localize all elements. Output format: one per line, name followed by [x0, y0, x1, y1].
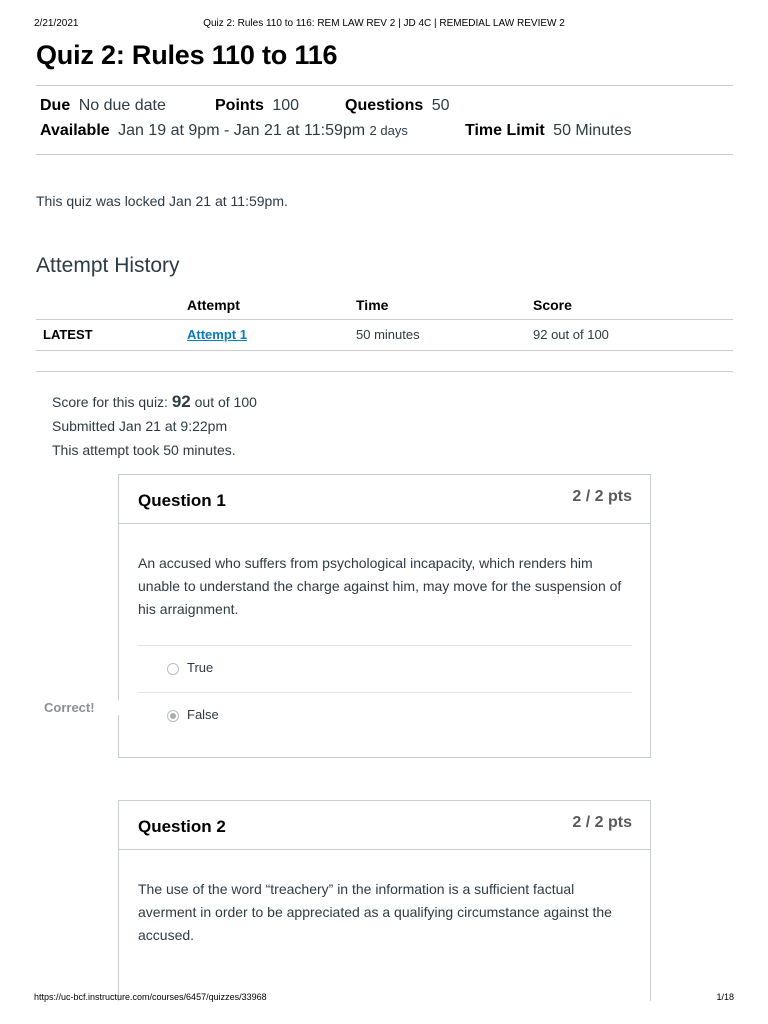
quiz-meta-due	[40, 97, 166, 115]
question-points: 2 / 2 pts	[572, 814, 632, 831]
divider	[36, 154, 733, 155]
available-duration: 2 days	[369, 123, 408, 138]
question-title: Question 1	[138, 491, 226, 510]
question-points: 2 / 2 pts	[572, 488, 632, 505]
print-date: 2/21/2021	[34, 18, 79, 29]
locked-message: This quiz was locked Jan 21 at 11:59pm.	[36, 193, 288, 209]
answer-list	[138, 645, 632, 739]
submitted-time: Submitted Jan 21 at 9:22pm	[52, 418, 228, 434]
points-value: 100	[272, 97, 300, 114]
answer-option-false[interactable]	[138, 692, 632, 739]
quiz-meta-available	[40, 122, 408, 140]
print-url: https://uc-bcf.instructure.com/courses/6457/quizzes/33968	[34, 992, 267, 1002]
questions-label: Questions	[345, 97, 424, 114]
print-page-number: 1/18	[716, 992, 734, 1002]
question-card-2	[118, 800, 651, 1001]
table-divider	[36, 350, 733, 351]
radio-button-selected[interactable]	[167, 710, 179, 722]
available-value: Jan 19 at 9pm - Jan 21 at 11:59pm	[118, 122, 366, 139]
time-limit-value: 50 Minutes	[553, 122, 632, 139]
question-header	[119, 475, 650, 524]
column-header-attempt: Attempt	[187, 297, 240, 313]
points-label: Points	[215, 97, 264, 114]
attempt-link[interactable]: Attempt 1	[187, 327, 247, 342]
due-label: Due	[40, 97, 71, 114]
question-text: An accused who suffers from psychological incapacity, which renders him unable to understand the charge against him, may move for the suspension of his arraignment.	[138, 555, 622, 617]
answer-label: False	[187, 707, 219, 722]
question-card-1	[118, 474, 651, 758]
print-footer	[34, 992, 734, 1006]
question-header	[119, 801, 650, 850]
score-value: 92	[171, 392, 191, 411]
quiz-meta-questions	[345, 97, 449, 115]
available-label: Available	[40, 122, 110, 139]
question-text: The use of the word “treachery” in the information is a sufficient factual averment in order to be appreciated as a qualifying circumstance against the accused.	[138, 881, 612, 943]
time-limit-label: Time Limit	[465, 122, 545, 139]
latest-tag: LATEST	[43, 327, 93, 342]
answer-label: True	[187, 660, 214, 675]
table-divider	[36, 319, 733, 320]
column-header-score: Score	[533, 297, 572, 313]
score-summary	[52, 392, 257, 412]
column-header-time: Time	[356, 297, 389, 313]
answer-option-true[interactable]	[138, 645, 632, 692]
divider	[36, 85, 733, 86]
page-title: Quiz 2: Rules 110 to 116	[36, 40, 338, 70]
attempt-duration: This attempt took 50 minutes.	[52, 442, 236, 458]
print-header	[34, 18, 734, 32]
correct-feedback-tag: Correct!	[44, 700, 119, 715]
questions-value: 50	[431, 97, 450, 114]
question-title: Question 2	[138, 817, 226, 836]
radio-button[interactable]	[167, 663, 179, 675]
quiz-meta-time-limit	[465, 122, 631, 140]
due-value: No due date	[78, 97, 166, 114]
quiz-meta-points	[215, 97, 299, 115]
score-prefix: Score for this quiz:	[52, 394, 168, 410]
attempt-history-heading: Attempt History	[36, 254, 180, 277]
attempt-score: 92 out of 100	[533, 327, 609, 342]
attempt-time: 50 minutes	[356, 327, 420, 342]
print-doc-title: Quiz 2: Rules 110 to 116: REM LAW REV 2 | JD 4C | REMEDIAL LAW REVIEW 2	[203, 18, 565, 29]
score-suffix: out of 100	[194, 394, 257, 410]
section-divider	[36, 371, 733, 372]
